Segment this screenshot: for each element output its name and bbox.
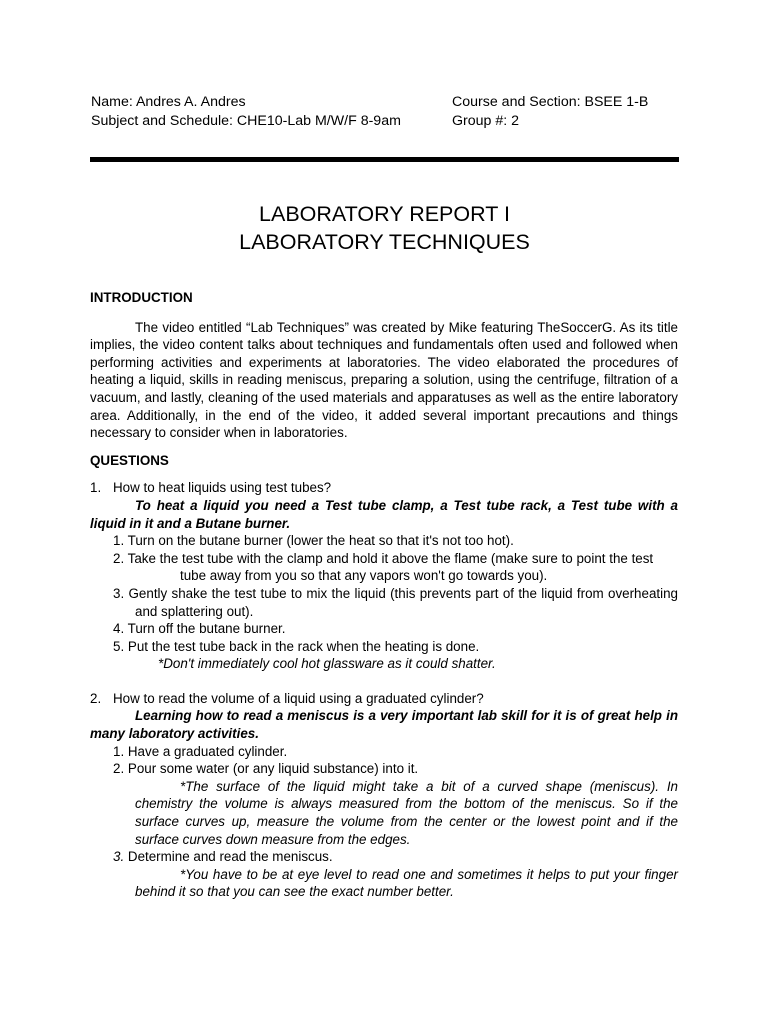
q1-step-2: 2. Take the test tube with the clamp and hold it above the flame (make sure to point the test (113, 550, 654, 566)
q2-meniscus-note: *The surface of the liquid might take a bit of a curved shape (meniscus). In chemistry the volume is always measured from the bottom of the meniscus. So if the surface curves up, measure the volume from the center or the lowest point and if the surface curves down measure from the edges. (135, 778, 678, 847)
q2-step-3-number: 3. (113, 849, 125, 865)
question-1-number: 1. (90, 480, 102, 496)
question-2 (90, 690, 678, 708)
group-number: Group #: 2 (452, 112, 520, 129)
header-divider (90, 157, 679, 162)
introduction-heading: INTRODUCTION (90, 290, 193, 305)
q1-caution-note: *Don't immediately cool hot glassware as it could shatter. (158, 656, 496, 672)
q2-step-3 (113, 848, 678, 866)
question-2-text: How to read the volume of a liquid using a graduated cylinder? (113, 690, 484, 706)
q1-step-2-continued: tube away from you so that any vapors won't go towards you). (180, 568, 548, 584)
q2-eye-level-note: *You have to be at eye level to read one and sometimes it helps to put your finger behind it so that you can see the exact number better. (135, 866, 678, 900)
q2-step-3-text: Determine and read the meniscus. (124, 849, 333, 865)
question-1 (90, 479, 678, 497)
q1-step-3: 3. Gently shake the test tube to mix the liquid (this prevents part of the liquid from overheating and splattering out). (113, 585, 678, 619)
question-2-lead: Learning how to read a meniscus is a very important lab skill for it is of great help in many laboratory activities. (90, 708, 678, 742)
questions-heading: QUESTIONS (90, 452, 169, 468)
q1-step-5: 5. Put the test tube back in the rack when the heating is done. (113, 638, 480, 654)
student-name: Name: Andres A. Andres (91, 94, 246, 110)
q1-step-1: 1. Turn on the butane burner (lower the heat so that it's not too hot). (113, 533, 514, 549)
report-body (90, 289, 678, 901)
q1-step-4: 4. Turn off the butane burner. (113, 621, 286, 637)
report-title (90, 200, 679, 256)
subject-schedule: Subject and Schedule: CHE10-Lab M/W/F 8-9am (91, 112, 401, 129)
course-section: Course and Section: BSEE 1-B (452, 94, 649, 110)
introduction-text: The video entitled “Lab Techniques” was created by Mike featuring TheSoccerG. As its title implies, the video content talks about techniques and fundamentals often used and followed when performing activities and experiments at laboratories. The video elaborated the procedures of heating a liquid, skills in reading meniscus, preparing a solution, using the centrifuge, filtration of a vacuum, and lastly, cleaning of the used materials and apparatuses as well as the entire laboratory area. Additionally, in the end of the video, it added several important precautions and things necessary to consider when in laboratories. (90, 319, 678, 441)
question-1-lead: To heat a liquid you need a Test tube clamp, a Test tube rack, a Test tube with a liquid in it and a Butane burner. (90, 497, 678, 531)
question-2-number: 2. (90, 690, 102, 706)
question-1-text: How to heat liquids using test tubes? (113, 480, 332, 496)
q2-step-1: 1. Have a graduated cylinder. (113, 743, 288, 759)
header-right (452, 93, 648, 130)
title-line-2: LABORATORY TECHNIQUES (239, 230, 530, 254)
title-line-1: LABORATORY REPORT I (259, 202, 510, 226)
q2-step-2: 2. Pour some water (or any liquid substance) into it. (113, 761, 419, 777)
header-left (91, 93, 401, 130)
